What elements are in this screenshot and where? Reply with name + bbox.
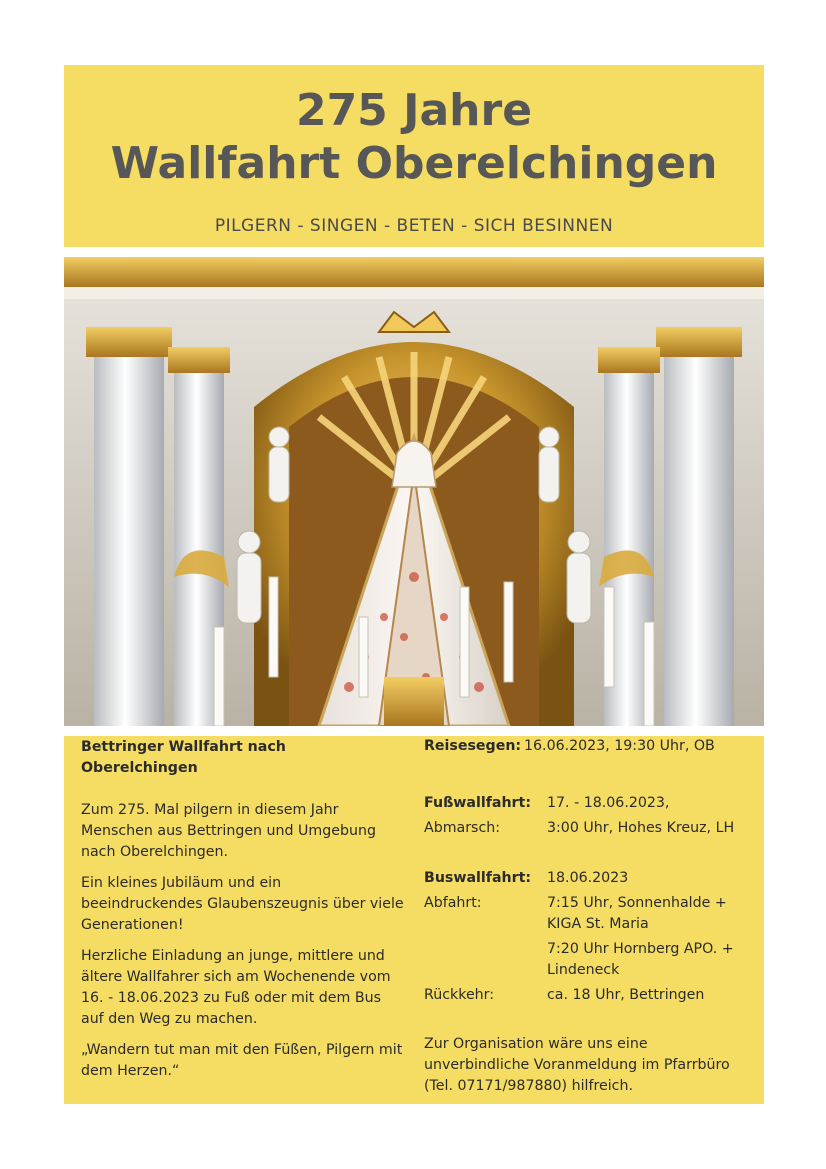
- fusswallfahrt-label: Fußwallfahrt:: [424, 795, 531, 811]
- buswallfahrt-label: Buswallfahrt:: [424, 870, 532, 886]
- altar-photo: [64, 257, 764, 726]
- reisesegen-value: 16.06.2023, 19:30 Uhr, OB: [524, 738, 715, 754]
- abfahrt-label: Abfahrt:: [424, 895, 482, 911]
- title-line-2: Wallfahrt Oberelchingen: [110, 137, 718, 189]
- abfahrt-value-1: 7:15 Uhr, Sonnenhalde + KIGA St. Maria: [547, 895, 727, 932]
- reisesegen-label: Reisesegen:: [424, 738, 522, 754]
- abmarsch-label: Abmarsch:: [424, 820, 501, 836]
- header-banner: [64, 65, 764, 247]
- abmarsch-value: 3:00 Uhr, Hohes Kreuz, LH: [547, 820, 735, 836]
- description-paragraph-3: Herzliche Einladung an junge, mittlere und ältere Wallfahrer sich am Wochenende vom 16. - 18.06.2023 zu Fuß oder mit dem Bus auf den Weg zu machen.: [81, 948, 391, 1027]
- abfahrt-value-2: 7:20 Uhr Hornberg APO. + Lindeneck: [547, 941, 734, 978]
- description-paragraph-2: Ein kleines Jubiläum und ein beeindruckendes Glaubenszeugnis über viele Generationen!: [81, 875, 404, 933]
- title-line-1: 275 Jahre: [295, 85, 533, 136]
- quote: „Wandern tut man mit den Füßen, Pilgern mit dem Herzen.“: [81, 1042, 403, 1079]
- altar-illustration: [64, 257, 764, 726]
- page-title: [64, 65, 764, 191]
- rueckkehr-value: ca. 18 Uhr, Bettringen: [547, 987, 705, 1003]
- description-heading: Bettringer Wallfahrt nach Oberelchingen: [81, 739, 286, 776]
- info-panel: [64, 736, 764, 1104]
- fusswallfahrt-value: 17. - 18.06.2023,: [547, 795, 670, 811]
- description-paragraph-1: Zum 275. Mal pilgern in diesem Jahr Menschen aus Bettringen und Umgebung nach Oberelchingen.: [81, 802, 376, 860]
- organisation-note: Zur Organisation wäre uns eine unverbindliche Voranmeldung im Pfarrbüro (Tel. 07171/987880) hilfreich.: [424, 1036, 730, 1094]
- rueckkehr-label: Rückkehr:: [424, 987, 495, 1003]
- description-column: [81, 736, 406, 1092]
- subtitle: PILGERN - SINGEN - BETEN - SICH BESINNEN: [214, 216, 614, 236]
- buswallfahrt-value: 18.06.2023: [547, 870, 629, 886]
